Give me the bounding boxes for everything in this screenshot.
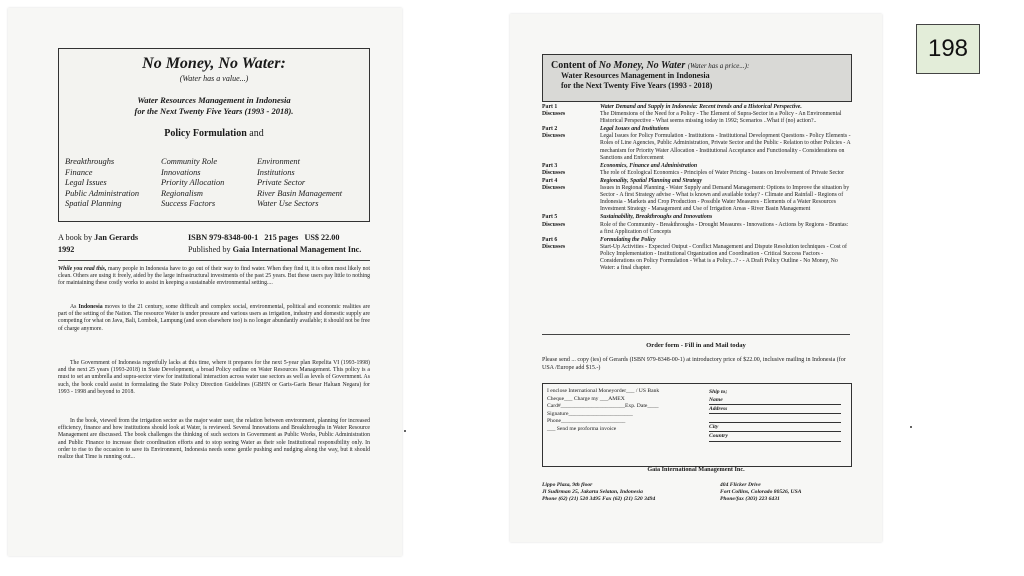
address-usa — [720, 482, 850, 504]
heading-line-1: Water Resources Management in Indonesia — [137, 95, 291, 105]
book-heading — [59, 95, 369, 117]
slide-number: 198 — [927, 35, 969, 62]
heading-line-2: for the Next Twenty Five Years (1993 - 2018). — [134, 106, 294, 116]
payment-field-line: Card#_______________________Exp. Date____ — [547, 403, 659, 409]
divider — [58, 260, 370, 261]
paragraph-3 — [58, 360, 370, 396]
p3-text: The Government of Indonesia regretfully lacks at this time, where it prepares for the next 5-year plan Repelita VI (1993-1998) and the next 25 years (1993-2018) in State Development, a broad Policy outline on Water Resources Management. This policy is a must to set an umbrella and supra-sector view for institutional interaction across water use sectors as well as levels of Government. As such, the book could assist in formulating the State Policy Direction Guidelines (GBHN or Garis-Garis Besar Haluan Negara) for 1993 - 1998 and beyond to 2018. — [58, 360, 370, 395]
order-form-text: Please send ... copy (ies) of Gerards (ISBN 979-8348-00-1) at introductory price of $22.00, inclusive mailing in Indonesia (for USA /Europe add $15.-) — [542, 357, 846, 371]
company-name: Gaia International Management Inc. — [647, 466, 745, 473]
author-line — [58, 233, 138, 242]
book-prefix: A book by — [58, 233, 93, 242]
part-description: Issues in Regional Planning - Water Supply and Demand Management: Options to Improve the situation by Sector - A first Strategy advise - What is known and available today? - Climate and Rainfall - Regions of Indonesia - Markets and Crop Production - Possible Water Measures - Elements of a Water Resources Investment Strategy - Management and Use of Irrigation Areas - River Basin Management — [600, 185, 850, 213]
order-form-box — [542, 383, 852, 467]
topic-item: Spatial Planning — [65, 199, 122, 208]
part-heading: Water Demand and Supply in Indonesia: Recent trends and a Historical Perspective. — [600, 104, 802, 110]
part-label: Part 2 — [542, 126, 558, 133]
page-count: 215 pages — [264, 233, 299, 242]
payment-field-line: Phone_______________________ — [547, 418, 626, 424]
discusses-label: Discusses — [542, 133, 566, 140]
shipping-fields — [709, 388, 849, 442]
part-description: Role of the Community - Breakthroughs - Drought Measures - Innovations - Actions by Regions - Brantas: a first Application of Concepts — [600, 221, 849, 235]
book-title: No Money, No Water: — [142, 55, 286, 72]
part-label: Part 1 — [542, 104, 558, 110]
part-heading: Sustainability, Breakthroughs and Innovations — [600, 214, 713, 221]
book-subtitle: (Water has a value...) — [179, 74, 249, 83]
content-part — [542, 237, 852, 272]
order-divider — [542, 334, 850, 335]
shipping-field-line: Ship to; — [709, 389, 728, 395]
topic-item: Innovations — [161, 167, 201, 177]
policy-label: Policy Formulation — [164, 128, 247, 139]
shipping-field-line — [709, 414, 841, 423]
address-line: Fort Collins, Colorado 80526, USA — [720, 489, 802, 496]
address-line: Phone/fax (303) 223 6431 — [720, 496, 780, 503]
part-label: Part 3 — [542, 162, 558, 169]
topic-item: Environment — [257, 157, 300, 166]
part-label: Part 5 — [542, 214, 558, 221]
contents-title-box — [542, 54, 852, 102]
discusses-label: Discusses — [542, 185, 566, 192]
address-line: Phone (62) (21) 520 3495 Fax (62) (21) 520 3494 — [542, 496, 656, 503]
shipping-field-line: City — [709, 423, 841, 432]
part-heading: Legal Issues and Institutions — [600, 126, 670, 133]
policy-and: and — [249, 128, 264, 139]
contents-title-small: (Water has a price...): — [687, 62, 750, 70]
discusses-label: Discusses — [542, 169, 566, 176]
part-label: Part 4 — [542, 177, 558, 184]
paragraph-4 — [58, 418, 370, 461]
topic-item: Breakthroughs — [65, 157, 115, 166]
address-jakarta — [542, 482, 702, 504]
topic-item: Community Role — [161, 157, 218, 166]
content-part — [542, 163, 852, 177]
content-part — [542, 214, 852, 235]
content-part — [542, 104, 852, 125]
slide-number-badge — [916, 24, 980, 74]
topic-item: Legal Issues — [65, 178, 107, 187]
paragraph-1 — [58, 266, 370, 288]
shipping-field-line: Name — [709, 396, 841, 405]
year-value: 1992 — [58, 245, 75, 254]
part-heading: Regionality, Spatial Planning and Strategy — [600, 177, 703, 184]
published-prefix: Published by — [188, 245, 231, 254]
content-of: Content of — [551, 60, 597, 71]
topics-grid — [65, 157, 365, 210]
policy-heading — [59, 128, 369, 139]
topic-item: Success Factors — [161, 199, 216, 208]
payment-field-line: Cheque___ Charge my ___AMEX — [547, 395, 625, 402]
shipping-field-line: Country — [709, 432, 841, 441]
contents-title — [551, 60, 851, 71]
part-label: Part 6 — [542, 236, 558, 243]
isbn: ISBN 979-8348-00-1 — [188, 233, 259, 242]
contents-parts — [542, 104, 852, 273]
scan-speck — [910, 426, 912, 428]
p4-text: In the book, viewed from the irrigation sector as the major water user, the relation between environment, planning for increased efficiency, finance and how institutions should look at Water, is reviewed. Several Innovations and Breakthroughs in Water Resource Management are discussed. The book challenges the thinking of such sectors in Government as Public Works, Public Administration and Public Finance to increase their coordination efforts and to stop seeing Water as their sole Institutional responsibility only. In order to rise to the occasion to save its Environment, Indonesia needs some gentle pushing and nudging along the way, but it should realize that Time is running out... — [58, 418, 370, 461]
shipping-field-line: Address — [709, 405, 841, 414]
payment-fields — [547, 388, 697, 433]
contents-book-title: No Money, No Water — [598, 60, 686, 71]
right-page-scan — [510, 14, 882, 542]
content-part — [542, 178, 852, 213]
author-name: Jan Gerards — [94, 233, 139, 242]
scan-speck — [404, 430, 406, 432]
title-box — [58, 48, 370, 222]
topic-item: Public Administration — [65, 188, 140, 198]
part-description: The Dimensions of the Need for a Policy - The Element of Supra-Sector in a Policy - An Environmental Historical Perspective - What seems missing today in 1992; Scenarios ..What if (no) action?.. — [600, 111, 842, 125]
topic-item: Finance — [65, 167, 93, 177]
p1-lead: While you read this, — [58, 266, 107, 272]
topic-item: River Basin Management — [257, 188, 343, 198]
p2-text: moves to the 21 century, some difficult and complex social, environmental, political and economic realities are part of the setting of the Nation. The resource Water is under pressure and various users as irrigation, industry and domestic supply are competing for what on Java, Bali, Lombok, Lampung (and soon elsewhere too) is no longer abundantly available; it should not be free of charge anymore. — [58, 304, 371, 332]
part-description: Legal Issues for Policy Formulation - Institutions - Institutional Development Questions - Policy Elements - Roles of Line Agencies, Public Administration, Private Sector and the Public - Relation to other Policies - A mechanism for Priority Water Allocation - Institutional Acceptance and Functionality - Considerations on Sanctions and Enforcement — [600, 133, 851, 161]
part-heading: Formulating the Policy — [600, 236, 656, 243]
discusses-label: Discusses — [542, 111, 566, 118]
left-page-scan — [8, 8, 402, 556]
payment-field-line: I enclose International Moneyorder___ / US Bank — [547, 388, 660, 394]
contents-sub-2: for the Next Twenty Five Years (1993 - 2018) — [561, 80, 713, 90]
p2-country: Indonesia — [78, 304, 103, 310]
topic-item: Institutions — [257, 167, 295, 177]
discusses-label: Discusses — [542, 221, 566, 228]
content-part — [542, 126, 852, 161]
paragraph-2 — [58, 304, 370, 333]
price: US$ 22.00 — [304, 233, 340, 242]
part-heading: Economics, Finance and Administration — [600, 162, 698, 169]
publisher-line — [188, 245, 361, 254]
p1-text: many people in Indonesia have to go out of their way to find water. When they find it, it is often most likely not clean. Others are using it freely, aided by the large infrastructural investments of the past 25 years. But these users pay little to nothing for maintaining these costly works to assist in keeping a sustainable environmental setting.... — [58, 266, 371, 287]
publisher-name: Gaia International Management Inc. — [232, 245, 362, 254]
isbn-line — [188, 233, 339, 242]
address-line: 404 Flicker Drive — [720, 482, 761, 488]
address-line: Lippo Plaza, 9th floor — [542, 482, 593, 488]
part-description: The role of Ecological Economics - Principles of Water Pricing - Issues on Involvement of Private Sector — [600, 169, 845, 176]
discusses-label: Discusses — [542, 243, 566, 250]
contents-sub-1: Water Resources Management in Indonesia — [561, 71, 710, 80]
year — [58, 245, 74, 254]
topic-item: Private Sector — [257, 178, 306, 187]
address-line: Jl Sudirman 25, Jakarta Selatan, Indonesia — [542, 489, 643, 496]
topic-item: Water Use Sectors — [257, 199, 319, 208]
payment-field-line: Signature_______________________ — [547, 410, 633, 417]
payment-field-line: ___ Send me proforma invoice — [547, 425, 617, 432]
part-description: Start-Up Activities - Expected Output - Conflict Management and Dispute Resolution techniques - Cost of Policy Implementation - Institutional Organization and Coordination - Critical Success Factors - Considerations on Policy Formulation - What is a Policy...? - - A Draft Policy Outline - No Money, No Water: a final chapter. — [600, 243, 847, 272]
p2-pre: As — [70, 304, 77, 310]
topic-item: Regionalism — [161, 188, 203, 198]
order-form-title: Order form - Fill in and Mail today — [646, 342, 746, 349]
topic-item: Priority Allocation — [161, 178, 225, 187]
